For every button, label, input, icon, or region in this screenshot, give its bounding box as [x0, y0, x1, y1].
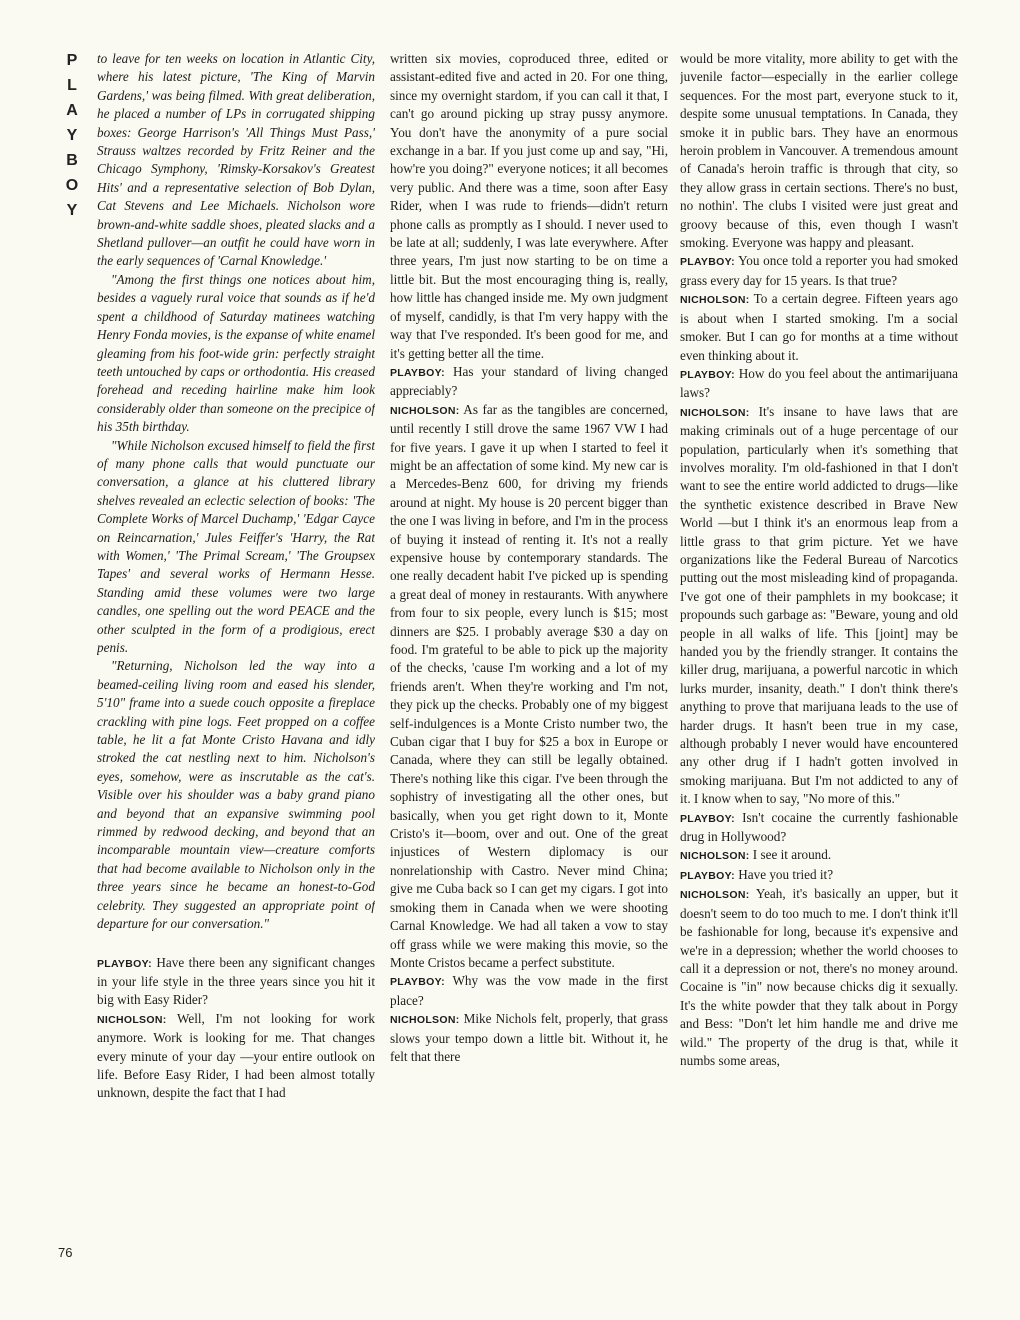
answer-text: How do you feel about the antimarijuana laws?	[680, 365, 958, 401]
speaker-label: PLAYBOY:	[390, 366, 445, 379]
speaker-label: NICHOLSON:	[680, 850, 750, 863]
qa-paragraph	[680, 846, 958, 865]
answer-text: To a certain degree. Fifteen years ago is about when I started smoking. I'm a social smoker. But I can go for months at a time without even thinking about it.	[680, 291, 958, 363]
answer-text: would be more vitality, more ability to get with the juvenile factor—especially in the earlier college sequences. For the most part, everyone stuck to it, despite some unusual temptations. In Canada, they smoke it in public bars. They have an enormous heroin problem in Vancouver. A tremendous amount of Canada's heroin traffic is through that city, so they allow grass in certain sections. There's no bust, no nothin'. The clubs I visited were just great and groovy because of this, even though I wasn't smoking. Everyone was happy and pleasant.	[680, 51, 958, 251]
answer-text: Has your standard of living changed appreciably?	[390, 363, 668, 399]
speaker-label: NICHOLSON:	[680, 294, 750, 307]
answer-text: You once told a reporter you had smoked grass every day for 15 years. Is that true?	[680, 253, 958, 288]
answer-text: It's insane to have laws that are making criminals out of a huge percentage of our population, particularly when it's something that involves morality. I'm old-fashioned in that I don't want to see the entire world addicted to drugs—like the synthetic existence described in Brave New World —but I think it's an enormous leap from a little grass to that grim picture. Yet we have organizations like the Federal Bureau of Narcotics putting out the most misleading kind of propaganda. I've got one of their pamphlets in my bookcase; it propounds such garbage as: "Beware, young and old people in all walks of life. This [joint] may be handed you by the friendly stranger. It contains the killer drug, marijuana, a powerful narcotic in which lurks murder, insanity, death." I don't think there's anything to prove that marijuana leads to the use of harder drugs. It hasn't been true in my case, although probably I never would have encountered any other drug if I hadn't gotten involved in smoking marijuana. But I'm not addicted to any of it. I know when to say, "No more of this."	[680, 403, 958, 807]
speaker-label: PLAYBOY:	[390, 976, 445, 989]
speaker-label: PLAYBOY:	[680, 812, 735, 825]
column-1	[97, 50, 375, 1270]
intro-paragraph: "Returning, Nicholson led the way into a beamed-ceiling living room and eased his slender, 5'10" frame into a suede couch opposite a fireplace crackling with pine logs. Feet propped on a coffee table, he lit a fat Monte Cristo Havana and idly stroked the cat nestling next to him. Nicholson's eyes, somehow, were as inscrutable as the cat's. Visible over his shoulder was a baby grand piano and beyond that an expansive swimming pool rimmed by redwood decking, and beyond that an incomparable mountain view—creature comforts that had become available to Nicholson only in the three years since he became an honest-to-God celebrity. They suggested an appropriate point of departure for our conversation."	[97, 658, 375, 932]
answer-text: Well, I'm not looking for work anymore. Work is looking for me. That changes every minute of your day —your entire outlook on life. Before Easy Rider, I had been almost totally unknown, despite the fact that I had	[97, 1010, 375, 1101]
qa-paragraph	[390, 363, 668, 401]
qa-paragraph	[390, 972, 668, 1010]
qa-paragraph	[680, 50, 958, 252]
qa-paragraph	[680, 365, 958, 403]
answer-text: Yeah, it's basically an upper, but it doesn't seem to do too much to me. I don't think it'll be fashionable for long, because it's expensive and we're in a depression; whether the world chooses to call it a depression or not, there's no money around. Cocaine is "in" now because chicks dig it sexually. It's the white powder that they talk about in Porgy and Bess: "Don't let him handle me and drive me wild." The property of the drug is that, while it numbs some areas,	[680, 886, 958, 1068]
speaker-label: NICHOLSON:	[680, 406, 750, 419]
answer-text: Why was the vow made in the first place?	[390, 973, 668, 1008]
qa-paragraph	[680, 403, 958, 809]
intro-section	[97, 50, 375, 934]
intro-paragraph: "Among the first things one notices about him, besides a vaguely rural voice that sounds as if he'd spent a childhood of Saturday matinees watching Henry Fonda movies, is the expanse of white enamel gleaming from his foot-wide grin: perfectly straight teeth untouched by caps or orthodontia. His creased forehead and receding hairline make him look considerably older than someone on the precipice of his 35th birthday.	[97, 271, 375, 435]
running-head: P L A Y B O Y	[65, 52, 79, 219]
intro-paragraph: to leave for ten weeks on location in Atlantic City, where his latest picture, 'The King of Marvin Gardens,' was being filmed. With great deliberation, he placed a number of LPs in corrugated shipping boxes: George Harrison's 'All Things Must Pass,' Strauss waltzes recorded by Fritz Reiner and the Chicago Symphony, 'Rimsky-Korsakov's Greatest Hits' and a representative selection of Bob Dylan, Cat Stevens and Lee Michaels. Nicholson wore brown-and-white saddle shoes, pleated slacks and a Shetland pullover—an outfit he could have worn in the early sequences of 'Carnal Knowledge.'	[97, 51, 375, 269]
speaker-label: NICHOLSON:	[680, 889, 750, 902]
qa-paragraph	[680, 885, 958, 1070]
speaker-label: PLAYBOY:	[97, 957, 152, 970]
answer-text: Have there been any significant changes in your life style in the three years since you hit it big with Easy Rider?	[97, 954, 375, 1008]
answer-text: Have you tried it?	[738, 866, 834, 882]
speaker-label: PLAYBOY:	[680, 368, 735, 381]
speaker-label: PLAYBOY:	[680, 869, 735, 882]
answer-text: As far as the tangibles are concerned, until recently I still drove the same 1967 VW I had for five years. I gave it up when I started to feel it might be an affectation of some kind. My new car is a Mercedes-Benz 600, for driving my friends around at night. My house is 20 percent bigger than the one I was living in before, and I'm in the process of buying it instead of renting it. It's not a really expensive house by contemporary standards. The one really decadent habit I've picked up is spending a great deal of money in restaurants. With anywhere from four to six people, every lunch is $15; most dinners are $25. I probably average $30 a day on food. I'm grateful to be able to pick up the majority of the checks, 'cause I'm working and a lot of my friends aren't. When they're working and I'm not, they pick up the checks. Probably one of my biggest self-indulgences is a Monte Cristo number two, the Cuban cigar that I buy for $25 a box in Europe or Canada, where they can still be legally obtained. There's nothing like this cigar. I've been through the sophistry of investigating all the other ones, but basically, when you get right down to it, Monte Cristo's it—boom, over and out. One of the great injustices of Western diplomacy is our nonrelationship with Castro. Never mind China; give me Cuba back so I can get my cigars. I got into smoking them in Canada when we were shooting Carnal Knowledge. We had all taken a vow to stay off grass while we were making this movie, so the Monte Cristos became a perfect substitute.	[390, 401, 668, 970]
page-number: 76	[58, 1245, 73, 1260]
speaker-label: NICHOLSON:	[390, 404, 460, 417]
qa-paragraph	[97, 954, 375, 1010]
answer-text: Isn't cocaine the currently fashionable drug in Hollywood?	[680, 809, 958, 845]
speaker-label: NICHOLSON:	[97, 1013, 167, 1026]
answer-text: I see it around.	[752, 847, 832, 863]
answer-text: Mike Nichols felt, properly, that grass slows your tempo down a little bit. Without it, he felt that there	[390, 1011, 668, 1064]
qa-paragraph	[680, 809, 958, 847]
qa-paragraph	[680, 866, 958, 885]
qa-paragraph	[680, 252, 958, 290]
qa-paragraph	[680, 290, 958, 365]
speaker-label: NICHOLSON:	[390, 1014, 460, 1027]
intro-paragraph: "While Nicholson excused himself to field the first of many phone calls that would punctuate our conversation, a glance at his cluttered library shelves revealed an eclectic selection of books: 'The Complete Works of Marcel Duchamp,' 'Edgar Cayce on Reincarnation,' Jules Feiffer's 'Harry, the Rat with Women,' 'The Primal Scream,' 'The Groupsex Tapes' and several works of Hermann Hesse. Standing amid these volumes were two large candles, one spelling out the word PEACE and the other sculpted in the form of a prodigious, erect penis.	[97, 437, 375, 655]
qa-paragraph	[390, 401, 668, 973]
answer-text: written six movies, coproduced three, edited or assistant-edited five and acted in 20. For one thing, since my overnight stardom, if you can call it that, I can't go around picking up stray pussy anymore. You don't have the anonymity of a pure social exchange in a bar. If you just come up and say, "Hi, how're you doing?" everyone notices; it all becomes very public. And there was a time, soon after Easy Rider, when I was rude to friends—didn't return phone calls as promptly as I should. I never used to be late at all; suddenly, I was late everywhere. After three years, I'm just now starting to be on time a little bit. But the most encouraging thing is, really, how little has changed inside me. My own judgment of myself, candidly, is that I'm very happy with the way that I've responded. It's been good for me, and it's getting better all the time.	[390, 51, 668, 361]
column-2	[390, 50, 668, 1270]
qa-paragraph	[390, 50, 668, 363]
qa-paragraph	[97, 1010, 375, 1103]
column-3	[680, 50, 958, 1270]
qa-paragraph	[390, 1010, 668, 1066]
speaker-label: PLAYBOY:	[680, 256, 735, 269]
